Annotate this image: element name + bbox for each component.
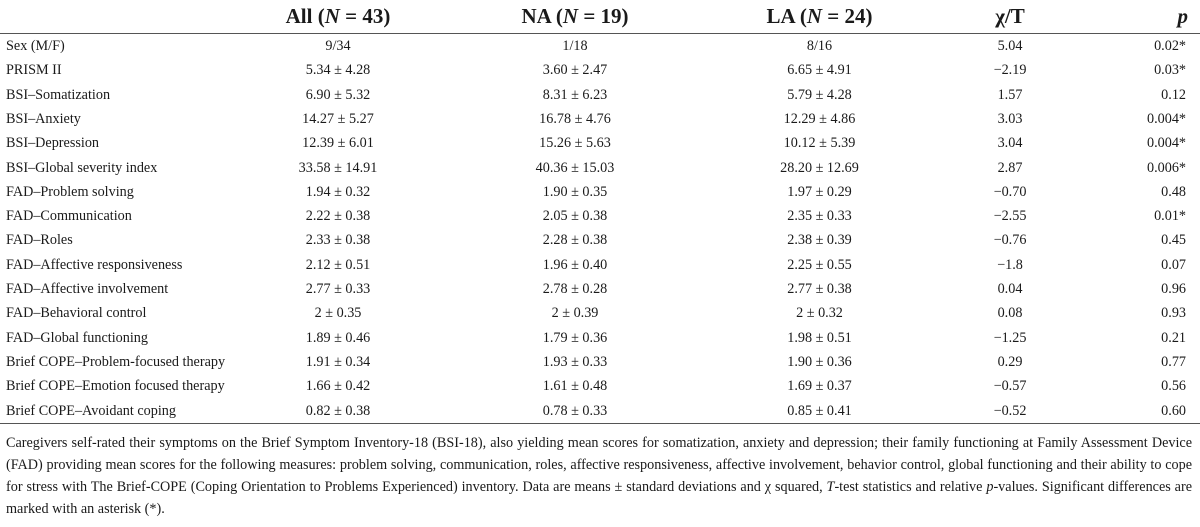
cell-la: 10.12 ± 5.39	[783, 135, 856, 152]
header-la: LA (N = 24)	[699, 0, 940, 34]
cell-chi-t: −1.8	[997, 256, 1023, 273]
cell-chi-t: 3.04	[997, 135, 1023, 152]
table-row	[0, 58, 1200, 82]
table-row	[0, 34, 1200, 59]
cell-all: 5.34 ± 4.28	[305, 62, 371, 79]
cell-na: 2.05 ± 0.38	[542, 208, 608, 225]
cell-p-value: 0.93	[1161, 305, 1186, 322]
cell-na: 1.90 ± 0.35	[542, 183, 608, 200]
table-row	[0, 180, 1200, 204]
cell-all: 2.12 ± 0.51	[305, 256, 371, 273]
cell-la: 5.79 ± 4.28	[787, 86, 852, 103]
cell-all: 1.89 ± 0.46	[305, 329, 371, 346]
table-row	[0, 326, 1200, 350]
cell-la: 2.38 ± 0.39	[787, 232, 852, 249]
cell-chi-t: −1.25	[993, 329, 1027, 346]
cell-p-value: 0.02*	[1154, 38, 1186, 55]
cell-chi-t: −0.70	[993, 183, 1027, 200]
cell-all: 2.77 ± 0.33	[305, 281, 371, 298]
cell-chi-t: 3.03	[997, 110, 1023, 127]
row-label: Brief COPE–Problem-focused therapy	[6, 353, 226, 370]
cell-la: 0.85 ± 0.41	[699, 398, 940, 424]
cell-la: 12.29 ± 4.86	[783, 110, 856, 127]
cell-la: 2.35 ± 0.33	[787, 208, 852, 225]
cell-all: 9/34	[325, 38, 351, 55]
row-label: FAD–Affective involvement	[6, 281, 169, 298]
cell-na: 8.31 ± 6.23	[542, 86, 608, 103]
row-label: Sex (M/F)	[6, 38, 65, 55]
cell-all: 1.91 ± 0.34	[305, 353, 371, 370]
cell-chi-t: −2.55	[993, 208, 1027, 225]
table-body	[0, 34, 1200, 424]
header-blank	[0, 0, 225, 34]
cell-na: 1.61 ± 0.48	[542, 378, 608, 395]
header-all: All (N = 43)	[225, 0, 451, 34]
cell-la: 2.25 ± 0.55	[787, 256, 852, 273]
cell-na: 1.79 ± 0.36	[542, 329, 608, 346]
cell-all: 2.22 ± 0.38	[305, 208, 371, 225]
cell-na: 40.36 ± 15.03	[535, 159, 615, 176]
cell-chi-t: −0.57	[993, 378, 1027, 395]
cell-p-value: 0.004*	[1146, 135, 1186, 152]
table-row	[0, 83, 1200, 107]
row-label: FAD–Communication	[6, 208, 132, 225]
cell-na: 3.60 ± 2.47	[542, 62, 608, 79]
row-label: FAD–Behavioral control	[6, 305, 147, 322]
row-label: FAD–Roles	[6, 232, 73, 249]
table-row	[0, 131, 1200, 155]
cell-all: 33.58 ± 14.91	[298, 159, 378, 176]
cell-p-value: 0.56	[1161, 378, 1186, 395]
cell-p-value: 0.12	[1161, 86, 1186, 103]
cell-chi-t: −0.52	[940, 398, 1080, 424]
table-header	[0, 0, 1200, 34]
cell-chi-t: 1.57	[997, 86, 1023, 103]
cell-la: 8/16	[806, 38, 833, 55]
cell-la: 6.65 ± 4.91	[787, 62, 852, 79]
cell-na: 0.78 ± 0.33	[451, 398, 699, 424]
table-row	[0, 204, 1200, 228]
cell-all: 2 ± 0.35	[314, 305, 362, 322]
table-row	[0, 374, 1200, 398]
row-label: BSI–Depression	[6, 135, 100, 152]
row-label: PRISM II	[6, 62, 62, 79]
cell-chi-t: 2.87	[997, 159, 1023, 176]
row-label: BSI–Global severity index	[6, 159, 158, 176]
cell-la: 2.77 ± 0.38	[787, 281, 852, 298]
cell-p-value: 0.77	[1161, 353, 1186, 370]
cell-chi-t: 0.29	[997, 353, 1023, 370]
cell-all: 0.82 ± 0.38	[225, 398, 451, 424]
cell-la: 1.69 ± 0.37	[787, 378, 852, 395]
cell-p-value: 0.004*	[1146, 110, 1186, 127]
cell-chi-t: 5.04	[997, 38, 1023, 55]
cell-chi-t: 0.08	[997, 305, 1023, 322]
cell-chi-t: 0.04	[997, 281, 1023, 298]
cell-p-value: 0.60	[1080, 398, 1200, 424]
table-row	[0, 301, 1200, 325]
cell-all: 1.66 ± 0.42	[305, 378, 371, 395]
cell-na: 16.78 ± 4.76	[539, 110, 611, 127]
cell-na: 1/18	[562, 38, 588, 55]
cell-la: 28.20 ± 12.69	[780, 159, 859, 176]
table-row	[0, 277, 1200, 301]
table-row	[0, 398, 1200, 424]
cell-la: 1.90 ± 0.36	[787, 353, 852, 370]
row-label: BSI–Somatization	[6, 86, 111, 103]
cell-la: 2 ± 0.32	[796, 305, 843, 322]
row-label: Brief COPE–Emotion focused therapy	[6, 378, 225, 395]
cell-p-value: 0.01*	[1154, 208, 1186, 225]
cell-la: 1.98 ± 0.51	[787, 329, 852, 346]
cell-p-value: 0.006*	[1146, 159, 1186, 176]
table-row	[0, 350, 1200, 374]
cell-p-value: 0.21	[1161, 329, 1186, 346]
cell-p-value: 0.07	[1161, 256, 1186, 273]
row-label: FAD–Affective responsiveness	[6, 256, 183, 273]
cell-all: 2.33 ± 0.38	[305, 232, 371, 249]
cell-na: 15.26 ± 5.63	[539, 135, 611, 152]
row-label: FAD–Problem solving	[6, 183, 134, 200]
cell-la: 1.97 ± 0.29	[787, 183, 852, 200]
cell-na: 2.78 ± 0.28	[542, 281, 608, 298]
table-row	[0, 107, 1200, 131]
cell-na: 1.93 ± 0.33	[542, 353, 608, 370]
row-label: BSI–Anxiety	[6, 110, 81, 127]
row-label: FAD–Global functioning	[6, 329, 148, 346]
cell-p-value: 0.45	[1161, 232, 1186, 249]
cell-chi-t: −0.76	[993, 232, 1027, 249]
cell-chi-t: −2.19	[993, 62, 1027, 79]
cell-na: 2.28 ± 0.38	[542, 232, 608, 249]
header-row	[0, 0, 1200, 34]
table-row	[0, 253, 1200, 277]
cell-all: 14.27 ± 5.27	[302, 110, 374, 127]
cell-p-value: 0.03*	[1154, 62, 1186, 79]
header-p: p	[1080, 0, 1200, 34]
cell-na: 2 ± 0.39	[551, 305, 599, 322]
row-label: Brief COPE–Avoidant coping	[0, 398, 225, 424]
table-row	[0, 155, 1200, 179]
header-chi-t: χ/T	[940, 0, 1080, 34]
cell-all: 1.94 ± 0.32	[305, 183, 371, 200]
header-na: NA (N = 19)	[451, 0, 699, 34]
cell-all: 12.39 ± 6.01	[302, 135, 374, 152]
cell-p-value: 0.48	[1161, 183, 1186, 200]
cell-na: 1.96 ± 0.40	[542, 256, 608, 273]
table-row	[0, 228, 1200, 252]
table-footnote: Caregivers self-rated their symptoms on the Brief Symptom Inventory-18 (BSI-18), also yielding mean scores for somatization, anxiety and depression; their family functioning at Family Assessment Device (FAD) providing mean scores for the following measures: problem solving, communication, roles, affective responsiveness, affective involvement, behavior control, global functioning and their ability to cope for stress with The Brief-COPE (Coping Orientation to Problems Experienced) inventory. Data are means ± standard deviations and χ squared, T-test statistics and relative p-values. Significant differences are marked with an asterisk (*).	[6, 435, 1192, 517]
cell-p-value: 0.96	[1161, 281, 1186, 298]
cell-all: 6.90 ± 5.32	[305, 86, 371, 103]
